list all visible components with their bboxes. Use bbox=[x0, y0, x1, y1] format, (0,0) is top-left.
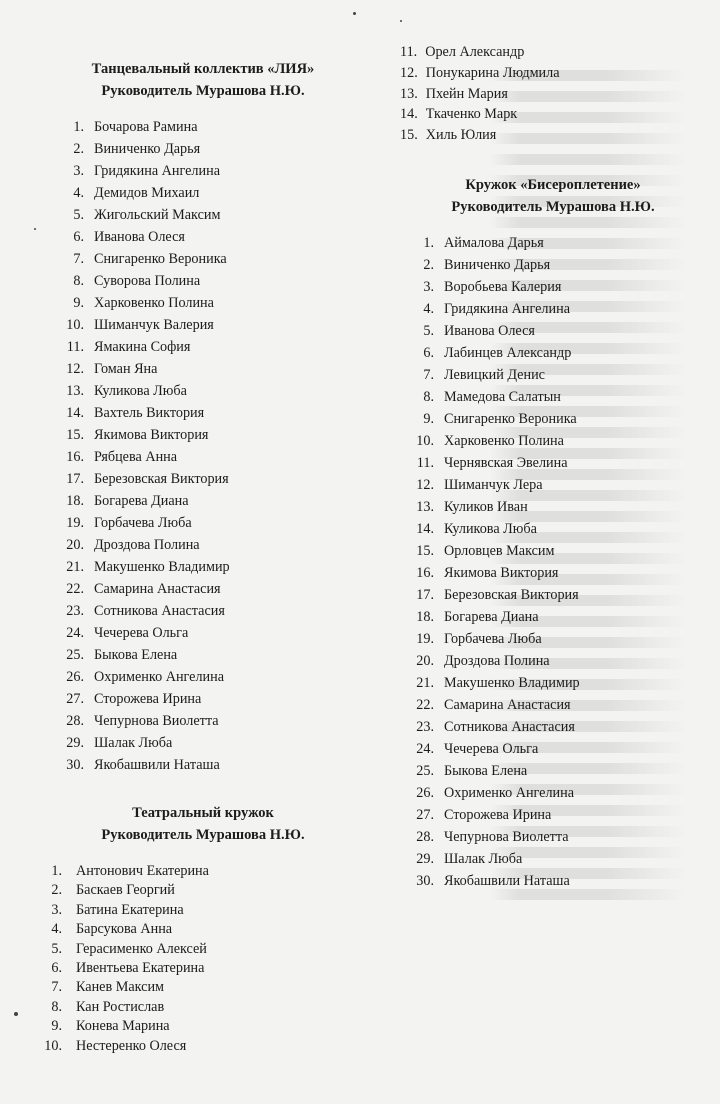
member-name: Ямакина София bbox=[94, 339, 191, 355]
list-item bbox=[38, 688, 368, 710]
list-item bbox=[398, 562, 708, 584]
item-number: 22. bbox=[416, 696, 434, 713]
item-number: 1. bbox=[51, 863, 62, 879]
list-item bbox=[398, 84, 708, 105]
list-item bbox=[38, 600, 368, 622]
member-name: Куликова Люба bbox=[94, 383, 187, 399]
item-number: 25. bbox=[66, 647, 84, 663]
item-number: 26. bbox=[66, 669, 84, 685]
list-item bbox=[38, 490, 368, 512]
member-name: Куликова Люба bbox=[444, 520, 537, 537]
member-name: Сотникова Анастасия bbox=[94, 603, 225, 619]
list-item bbox=[398, 125, 708, 146]
item-number: 18. bbox=[416, 608, 434, 625]
member-name: Куликов Иван bbox=[444, 498, 528, 515]
member-name: Суворова Полина bbox=[94, 273, 201, 289]
beads-member-list bbox=[398, 232, 708, 892]
list-item bbox=[38, 959, 368, 978]
item-number: 6. bbox=[423, 344, 434, 361]
list-item bbox=[38, 578, 368, 600]
member-name: Сторожева Ирина bbox=[94, 691, 202, 707]
member-name: Горбачева Люба bbox=[444, 630, 542, 647]
item-number: 12. bbox=[66, 361, 84, 377]
item-number: 10. bbox=[66, 317, 84, 333]
member-name: Снигаренко Вероника bbox=[444, 410, 577, 427]
member-name: Антонович Екатерина bbox=[76, 863, 209, 879]
item-number: 5. bbox=[73, 207, 84, 223]
item-number: 27. bbox=[416, 806, 434, 823]
member-name: Вахтель Виктория bbox=[94, 405, 205, 421]
member-name: Канев Максим bbox=[76, 979, 165, 996]
list-item bbox=[38, 998, 368, 1017]
member-name: Понукарина Людмила bbox=[425, 64, 560, 81]
member-name: Макушенко Владимир bbox=[444, 674, 580, 691]
item-number: 14. bbox=[416, 520, 434, 537]
list-item bbox=[38, 1037, 368, 1056]
list-item bbox=[398, 826, 708, 848]
member-name: Дроздова Полина bbox=[94, 537, 200, 553]
list-item bbox=[398, 320, 708, 342]
member-name: Баскаев Георгий bbox=[76, 882, 175, 899]
member-name: Демидов Михаил bbox=[94, 185, 200, 201]
member-name: Харковенко Полина bbox=[444, 432, 564, 449]
list-item bbox=[398, 628, 708, 650]
item-number: 1. bbox=[73, 119, 84, 135]
member-name: Виниченко Дарья bbox=[444, 256, 551, 273]
beads-group-leader: Руководитель Мурашова Н.Ю. bbox=[451, 198, 655, 215]
item-number: 29. bbox=[416, 850, 434, 867]
member-name: Иванова Олеся bbox=[94, 229, 185, 245]
item-number: 9. bbox=[51, 1018, 62, 1035]
item-number: 11. bbox=[400, 44, 418, 60]
member-name: Сотникова Анастасия bbox=[444, 718, 575, 735]
item-number: 15. bbox=[400, 127, 418, 144]
dance-member-list bbox=[38, 116, 368, 776]
member-name: Герасименко Алексей bbox=[76, 940, 207, 957]
member-name: Якимова Виктория bbox=[444, 564, 559, 581]
list-item bbox=[398, 63, 708, 84]
member-name: Лабинцев Александр bbox=[444, 344, 572, 361]
item-number: 13. bbox=[416, 498, 434, 515]
list-item bbox=[38, 881, 368, 900]
item-number: 19. bbox=[66, 515, 84, 531]
list-item bbox=[398, 518, 708, 540]
item-number: 14. bbox=[66, 405, 84, 421]
list-item bbox=[38, 424, 368, 446]
item-number: 3. bbox=[423, 278, 434, 295]
list-item bbox=[398, 782, 708, 804]
item-number: 2. bbox=[423, 256, 434, 273]
list-item bbox=[38, 862, 368, 881]
member-name: Шалак Люба bbox=[444, 850, 523, 867]
list-item bbox=[398, 104, 708, 125]
item-number: 27. bbox=[66, 691, 84, 707]
member-name: Шиманчук Лера bbox=[444, 476, 543, 493]
member-name: Пхейн Мария bbox=[425, 85, 508, 102]
list-item bbox=[38, 182, 368, 204]
scan-speck bbox=[353, 12, 356, 15]
member-name: Березовская Виктория bbox=[444, 586, 579, 603]
item-number: 16. bbox=[416, 564, 434, 581]
member-name: Жигольский Максим bbox=[94, 207, 221, 223]
member-name: Гоман Яна bbox=[94, 361, 158, 377]
item-number: 10. bbox=[44, 1037, 62, 1054]
member-name: Харковенко Полина bbox=[94, 295, 214, 311]
member-name: Виниченко Дарья bbox=[94, 141, 201, 157]
member-name: Чепурнова Виолетта bbox=[94, 713, 219, 729]
list-item bbox=[398, 452, 708, 474]
member-name: Шиманчук Валерия bbox=[94, 317, 214, 333]
item-number: 21. bbox=[416, 674, 434, 691]
list-item bbox=[398, 254, 708, 276]
list-item bbox=[398, 848, 708, 870]
list-item bbox=[38, 622, 368, 644]
item-number: 13. bbox=[400, 85, 418, 102]
list-item bbox=[398, 42, 708, 63]
list-item bbox=[38, 468, 368, 490]
item-number: 23. bbox=[416, 718, 434, 735]
list-item bbox=[38, 292, 368, 314]
member-name: Богарева Диана bbox=[444, 608, 539, 625]
item-number: 12. bbox=[400, 64, 418, 81]
member-name: Макушенко Владимир bbox=[94, 559, 230, 575]
member-name: Левицкий Денис bbox=[444, 366, 545, 383]
item-number: 6. bbox=[73, 229, 84, 245]
member-name: Рябцева Анна bbox=[94, 449, 178, 465]
scan-speck bbox=[14, 1012, 18, 1016]
item-number: 18. bbox=[66, 493, 84, 509]
item-number: 30. bbox=[66, 757, 84, 773]
member-name: Конева Марина bbox=[76, 1018, 170, 1035]
list-item bbox=[38, 920, 368, 939]
list-item bbox=[398, 342, 708, 364]
list-item bbox=[398, 716, 708, 738]
list-item bbox=[38, 556, 368, 578]
item-number: 10. bbox=[416, 432, 434, 449]
member-name: Дроздова Полина bbox=[444, 652, 550, 669]
member-name: Ткаченко Марк bbox=[425, 106, 518, 123]
list-item bbox=[398, 584, 708, 606]
item-number: 23. bbox=[66, 603, 84, 619]
scan-speck bbox=[400, 20, 402, 22]
item-number: 24. bbox=[416, 740, 434, 757]
list-item bbox=[38, 754, 368, 776]
list-item bbox=[38, 248, 368, 270]
list-item bbox=[38, 446, 368, 468]
list-item bbox=[398, 870, 708, 892]
item-number: 4. bbox=[423, 300, 434, 317]
list-item bbox=[38, 358, 368, 380]
item-number: 9. bbox=[423, 410, 434, 427]
item-number: 14. bbox=[400, 106, 418, 123]
list-item bbox=[38, 314, 368, 336]
member-name: Барсукова Анна bbox=[76, 921, 173, 938]
list-item bbox=[38, 710, 368, 732]
member-name: Нестеренко Олеся bbox=[76, 1037, 187, 1054]
list-item bbox=[38, 270, 368, 292]
beads-group-section bbox=[398, 174, 708, 892]
member-name: Якобашвили Наташа bbox=[444, 872, 570, 889]
member-name: Чепурнова Виолетта bbox=[444, 828, 569, 845]
item-number: 17. bbox=[416, 586, 434, 603]
dance-group-section bbox=[38, 58, 368, 776]
item-number: 8. bbox=[423, 388, 434, 405]
item-number: 7. bbox=[73, 251, 84, 267]
member-name: Охрименко Ангелина bbox=[444, 784, 575, 801]
member-name: Орел Александр bbox=[425, 44, 525, 60]
item-number: 28. bbox=[66, 713, 84, 729]
member-name: Шалак Люба bbox=[94, 735, 173, 751]
list-item bbox=[398, 386, 708, 408]
list-item bbox=[398, 276, 708, 298]
item-number: 15. bbox=[416, 542, 434, 559]
item-number: 9. bbox=[73, 295, 84, 311]
item-number: 21. bbox=[66, 559, 84, 575]
list-item bbox=[398, 606, 708, 628]
member-name: Кан Ростислав bbox=[76, 998, 165, 1015]
list-item bbox=[38, 116, 368, 138]
item-number: 4. bbox=[73, 185, 84, 201]
list-item bbox=[398, 408, 708, 430]
item-number: 20. bbox=[416, 652, 434, 669]
list-item bbox=[398, 232, 708, 254]
member-name: Иванова Олеся bbox=[444, 322, 535, 339]
item-number: 4. bbox=[51, 921, 62, 938]
list-item bbox=[398, 474, 708, 496]
list-item bbox=[38, 402, 368, 424]
member-name: Батина Екатерина bbox=[76, 901, 184, 918]
scan-speck bbox=[34, 228, 36, 230]
item-number: 12. bbox=[416, 476, 434, 493]
member-name: Сторожева Ирина bbox=[444, 806, 552, 823]
list-item bbox=[398, 694, 708, 716]
member-name: Снигаренко Вероника bbox=[94, 251, 227, 267]
list-item bbox=[38, 666, 368, 688]
list-item bbox=[398, 496, 708, 518]
list-item bbox=[38, 940, 368, 959]
list-item bbox=[398, 540, 708, 562]
item-number: 7. bbox=[51, 979, 62, 996]
list-item bbox=[38, 226, 368, 248]
item-number: 16. bbox=[66, 449, 84, 465]
item-number: 5. bbox=[423, 322, 434, 339]
item-number: 20. bbox=[66, 537, 84, 553]
theatre-member-list bbox=[38, 862, 368, 1056]
item-number: 1. bbox=[423, 234, 434, 251]
list-item bbox=[398, 804, 708, 826]
theatre-continued-list bbox=[398, 42, 708, 146]
item-number: 30. bbox=[416, 872, 434, 889]
list-item bbox=[398, 298, 708, 320]
list-item bbox=[398, 760, 708, 782]
item-number: 2. bbox=[51, 882, 62, 899]
item-number: 28. bbox=[416, 828, 434, 845]
member-name: Хиль Юлия bbox=[425, 127, 497, 144]
member-name: Березовская Виктория bbox=[94, 471, 229, 487]
dance-group-title: Танцевальный коллектив «ЛИЯ» bbox=[91, 61, 315, 77]
member-name: Орловцев Максим bbox=[444, 542, 555, 559]
item-number: 13. bbox=[66, 383, 84, 399]
list-item bbox=[38, 204, 368, 226]
member-name: Чернявская Эвелина bbox=[444, 454, 568, 471]
theatre-continued-section bbox=[398, 42, 708, 146]
member-name: Горбачева Люба bbox=[94, 515, 192, 531]
member-name: Быкова Елена bbox=[94, 647, 178, 663]
list-item bbox=[38, 1017, 368, 1036]
member-name: Богарева Диана bbox=[94, 493, 189, 509]
item-number: 11. bbox=[66, 339, 84, 355]
member-name: Чечерева Ольга bbox=[444, 740, 539, 757]
item-number: 15. bbox=[66, 427, 84, 443]
member-name: Самарина Анастасия bbox=[94, 581, 221, 597]
list-item bbox=[398, 738, 708, 760]
member-name: Гридякина Ангелина bbox=[444, 300, 570, 317]
theatre-group-leader: Руководитель Мурашова Н.Ю. bbox=[101, 827, 305, 843]
list-item bbox=[38, 644, 368, 666]
item-number: 29. bbox=[66, 735, 84, 751]
list-item bbox=[38, 901, 368, 920]
list-item bbox=[38, 160, 368, 182]
member-name: Охрименко Ангелина bbox=[94, 669, 225, 685]
item-number: 3. bbox=[51, 901, 62, 918]
left-column bbox=[38, 58, 368, 1056]
list-item bbox=[398, 672, 708, 694]
member-name: Воробьева Калерия bbox=[444, 278, 562, 295]
list-item bbox=[38, 380, 368, 402]
list-item bbox=[398, 650, 708, 672]
member-name: Гридякина Ангелина bbox=[94, 163, 220, 179]
list-item bbox=[38, 512, 368, 534]
item-number: 22. bbox=[66, 581, 84, 597]
member-name: Якобашвили Наташа bbox=[94, 757, 220, 773]
item-number: 5. bbox=[51, 940, 62, 957]
item-number: 19. bbox=[416, 630, 434, 647]
item-number: 6. bbox=[51, 960, 62, 977]
item-number: 7. bbox=[423, 366, 434, 383]
member-name: Аймалова Дарья bbox=[444, 234, 544, 251]
member-name: Чечерева Ольга bbox=[94, 625, 189, 641]
item-number: 8. bbox=[51, 998, 62, 1015]
item-number: 2. bbox=[73, 141, 84, 157]
list-item bbox=[38, 336, 368, 358]
right-column bbox=[398, 42, 708, 892]
list-item bbox=[398, 430, 708, 452]
item-number: 11. bbox=[416, 454, 434, 471]
item-number: 8. bbox=[73, 273, 84, 289]
theatre-group-title: Театральный кружок bbox=[132, 805, 274, 821]
list-item bbox=[38, 978, 368, 997]
member-name: Самарина Анастасия bbox=[444, 696, 571, 713]
member-name: Ивентьева Екатерина bbox=[76, 960, 205, 977]
theatre-group-section bbox=[38, 802, 368, 1056]
item-number: 25. bbox=[416, 762, 434, 779]
member-name: Мамедова Салатын bbox=[444, 388, 561, 405]
member-name: Быкова Елена bbox=[444, 762, 528, 779]
item-number: 3. bbox=[73, 163, 84, 179]
item-number: 26. bbox=[416, 784, 434, 801]
dance-group-leader: Руководитель Мурашова Н.Ю. bbox=[101, 83, 305, 99]
list-item bbox=[38, 732, 368, 754]
member-name: Якимова Виктория bbox=[94, 427, 209, 443]
item-number: 24. bbox=[66, 625, 84, 641]
beads-group-title: Кружок «Бисероплетение» bbox=[465, 176, 641, 193]
list-item bbox=[38, 534, 368, 556]
list-item bbox=[398, 364, 708, 386]
list-item bbox=[38, 138, 368, 160]
item-number: 17. bbox=[66, 471, 84, 487]
member-name: Бочарова Рамина bbox=[94, 119, 198, 135]
